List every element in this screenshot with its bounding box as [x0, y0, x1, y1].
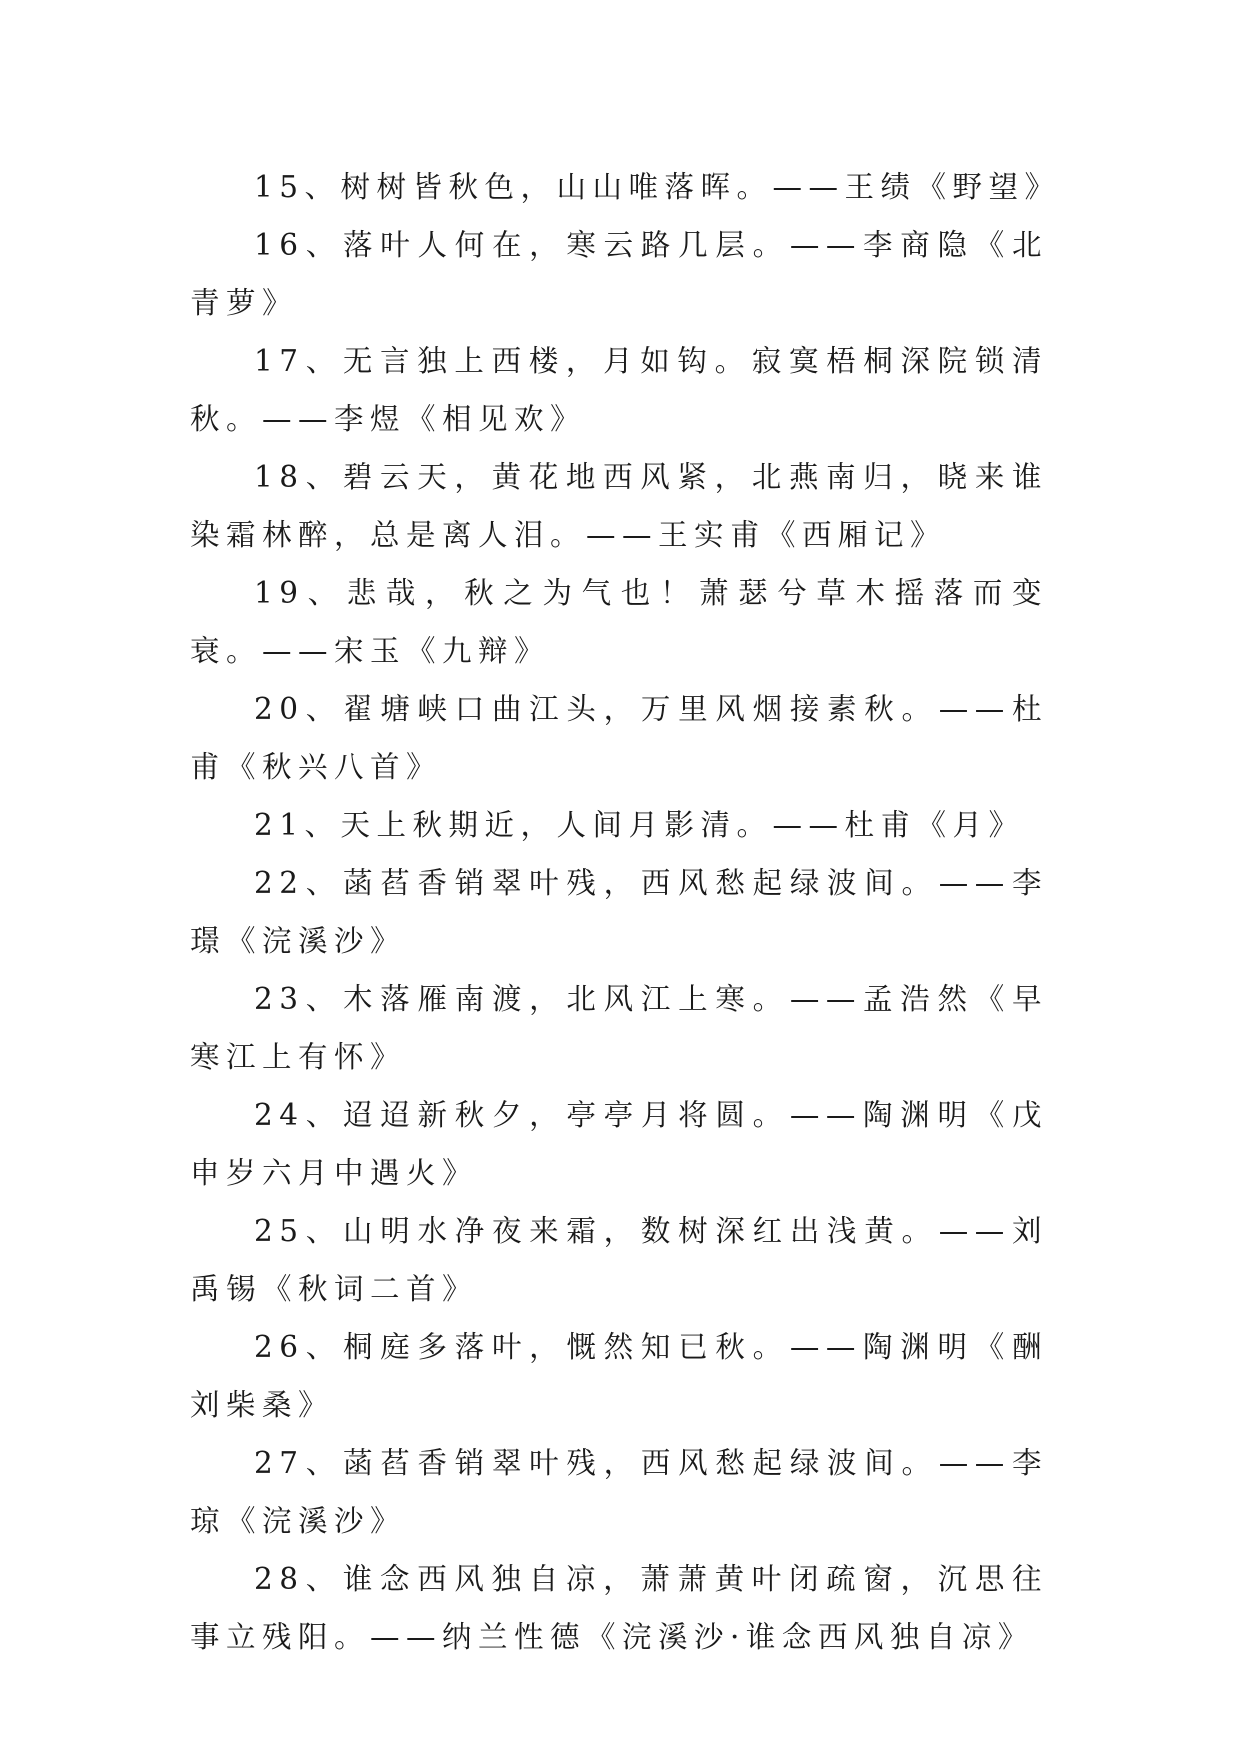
document-body — [190, 158, 1061, 1666]
poem-quote-18: 18、碧云天，黄花地西风紧，北燕南归，晓来谁染霜林醉，总是离人泪。——王实甫《西厢记》 — [190, 460, 1048, 552]
poem-quote-27: 27、菡萏香销翠叶残，西风愁起绿波间。——李琼《浣溪沙》 — [190, 1446, 1048, 1538]
poem-quote-15: 15、树树皆秋色，山山唯落晖。——王绩《野望》 — [254, 170, 1061, 204]
poem-quote-17: 17、无言独上西楼，月如钩。寂寞梧桐深院锁清秋。——李煜《相见欢》 — [190, 344, 1048, 436]
poem-quote-23: 23、木落雁南渡，北风江上寒。——孟浩然《早寒江上有怀》 — [190, 982, 1048, 1074]
poem-quote-24: 24、迢迢新秋夕，亭亭月将圆。——陶渊明《戊申岁六月中遇火》 — [190, 1098, 1048, 1190]
poem-quote-26: 26、桐庭多落叶，慨然知已秋。——陶渊明《酬刘柴桑》 — [190, 1330, 1048, 1422]
poem-quote-19: 19、悲哉，秋之为气也！萧瑟兮草木摇落而变衰。——宋玉《九辩》 — [190, 576, 1048, 668]
poem-quote-20: 20、翟塘峡口曲江头，万里风烟接素秋。——杜甫《秋兴八首》 — [190, 692, 1048, 784]
poem-quote-28: 28、谁念西风独自凉，萧萧黄叶闭疏窗，沉思往事立残阳。——纳兰性德《浣溪沙·谁念西风独自凉》 — [190, 1562, 1048, 1654]
poem-quote-25: 25、山明水净夜来霜，数树深红出浅黄。——刘禹锡《秋词二首》 — [190, 1214, 1048, 1306]
poem-quote-16: 16、落叶人何在，寒云路几层。——李商隐《北青萝》 — [190, 228, 1048, 320]
poem-quote-21: 21、天上秋期近，人间月影清。——杜甫《月》 — [254, 808, 1025, 842]
poem-quote-22: 22、菡萏香销翠叶残，西风愁起绿波间。——李璟《浣溪沙》 — [190, 866, 1048, 958]
